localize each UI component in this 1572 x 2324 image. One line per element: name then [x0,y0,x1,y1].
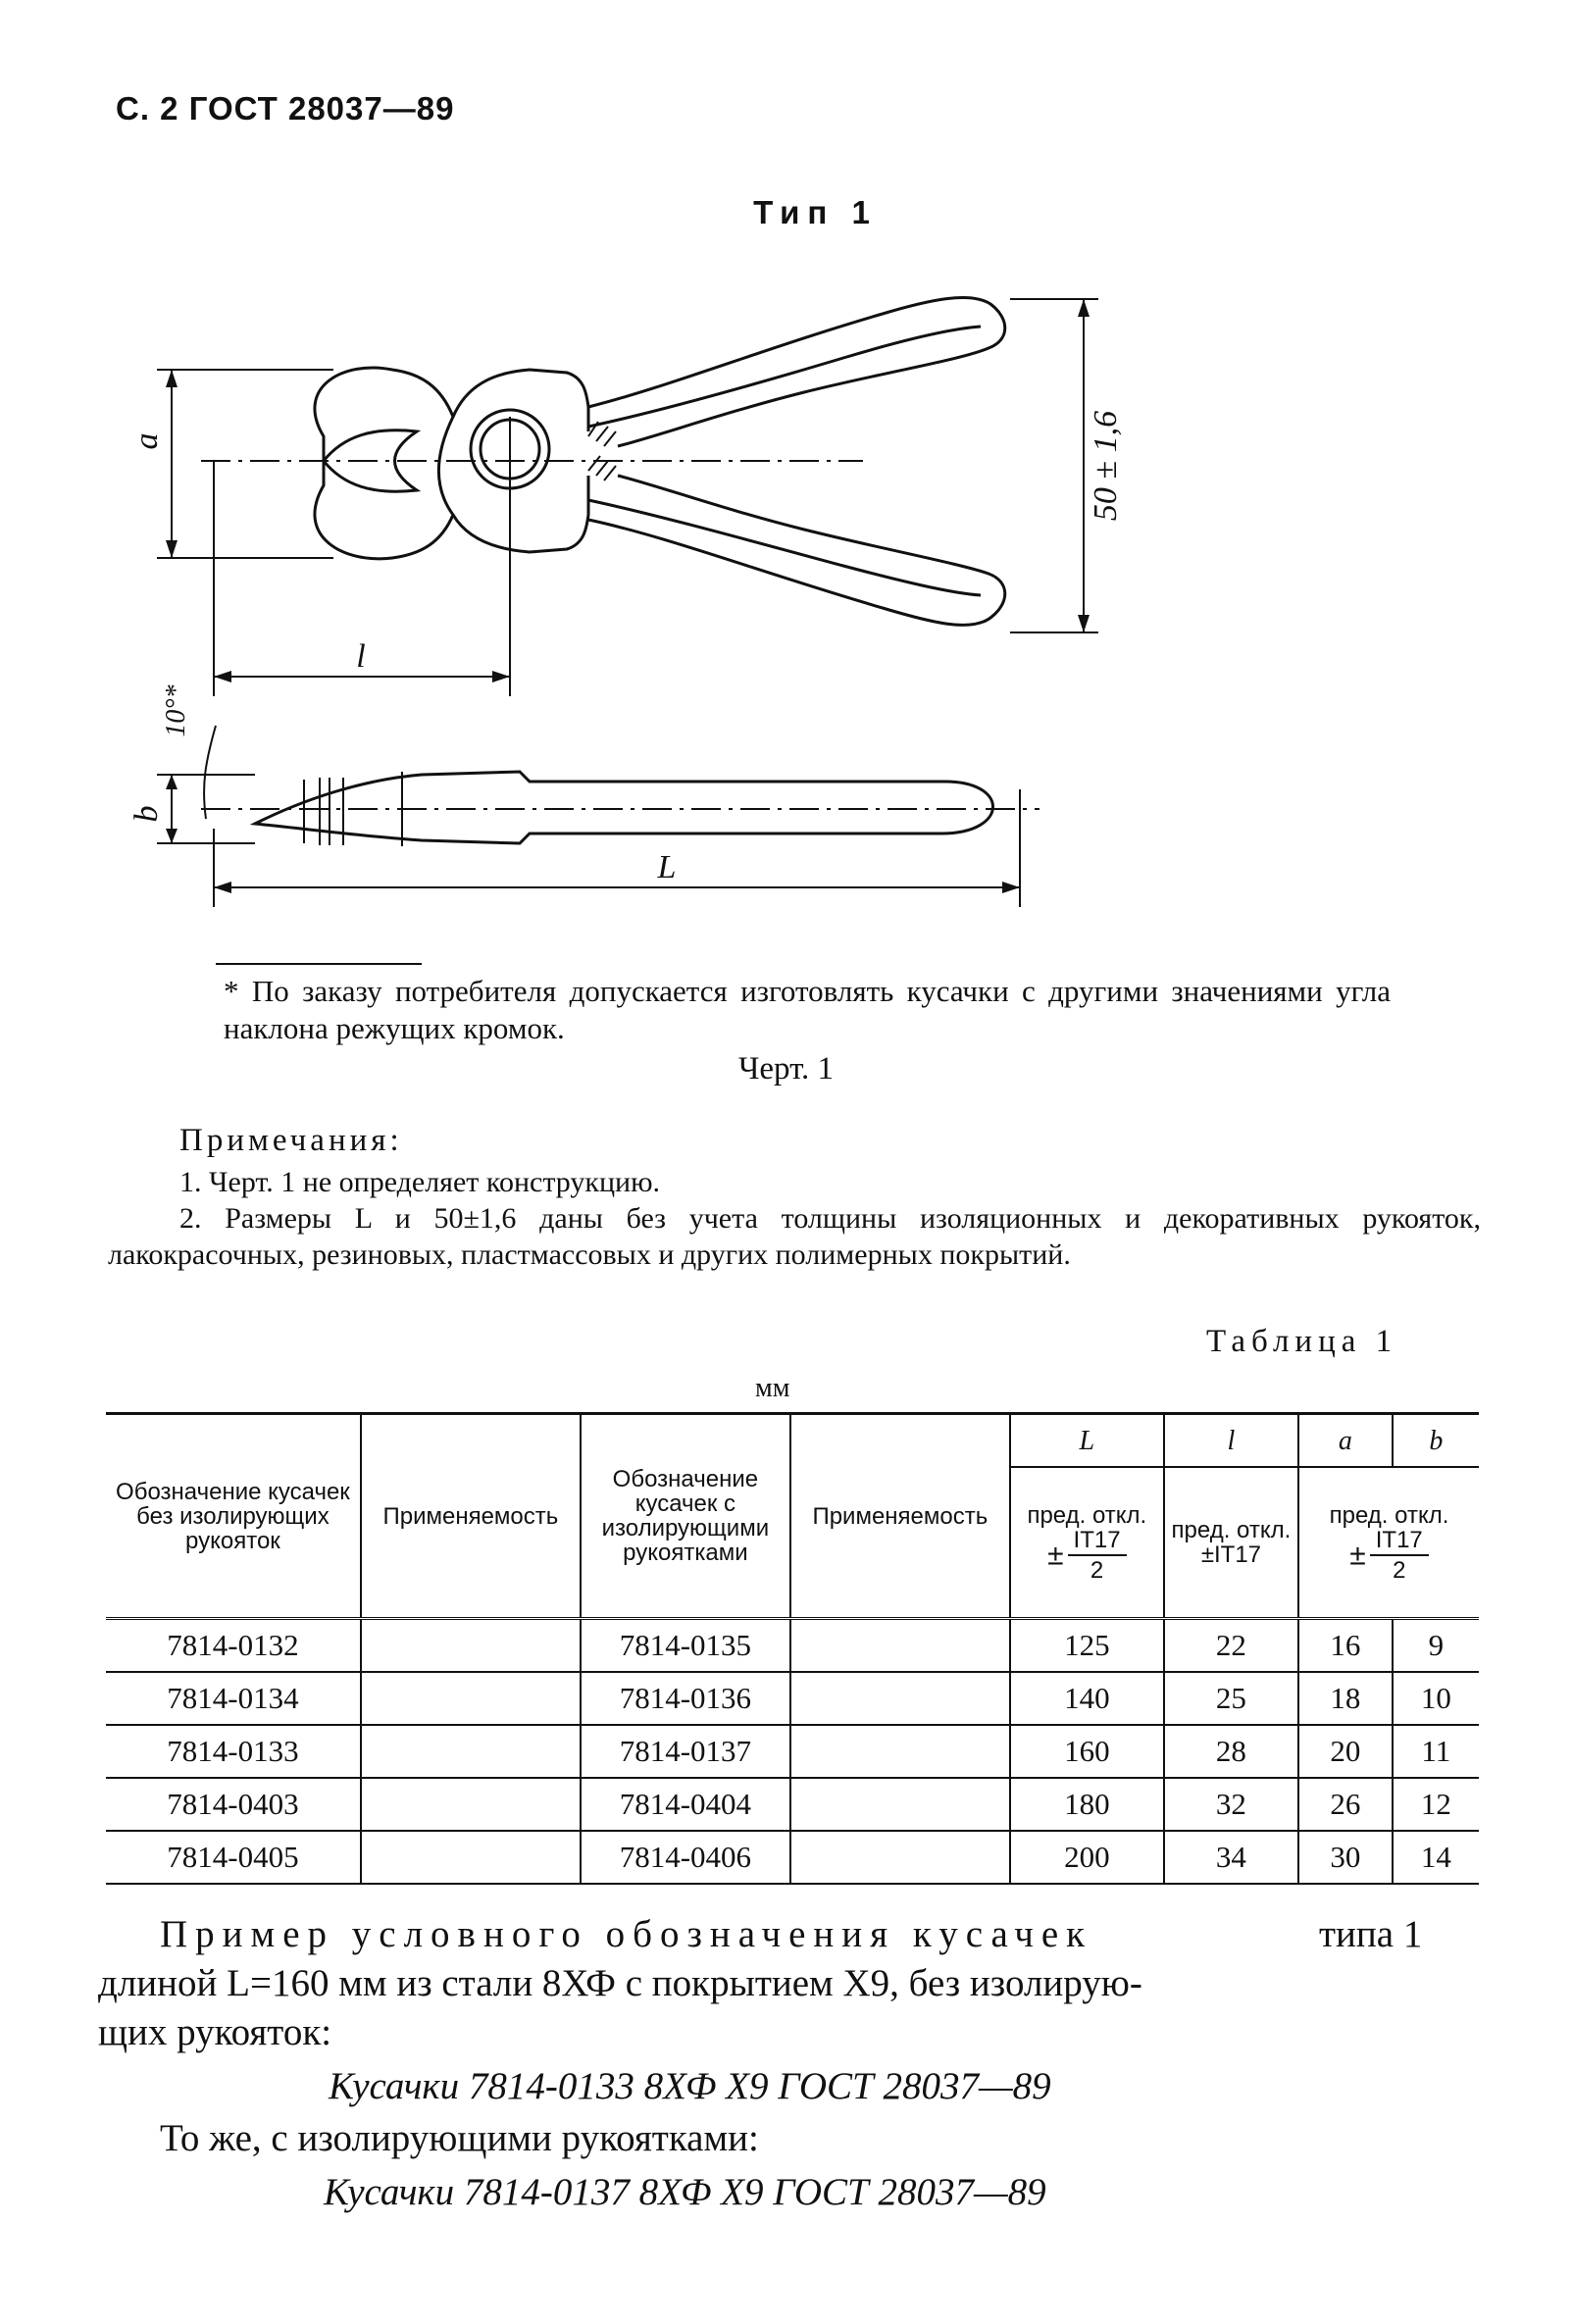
col-header-ab-tolerance [1298,1467,1479,1619]
table-cell-l: 25 [1164,1672,1298,1725]
table-cell-a: 26 [1298,1778,1393,1831]
ab-tol-den: 2 [1393,1556,1406,1584]
footnote-rule [216,963,422,965]
table-cell-l: 32 [1164,1778,1298,1831]
col-header-code-insulated: Обозначение кусачек с изолирующими рукоятками [581,1414,790,1619]
col-header-l: l [1164,1414,1298,1468]
table-body [106,1619,1479,1885]
table-cell-L: 125 [1010,1619,1164,1673]
table-cell-l: 22 [1164,1619,1298,1673]
col-header-L: L [1010,1414,1164,1468]
table-cell-b: 12 [1393,1778,1479,1831]
side-view-outline [255,772,993,843]
table-cell-code1: 7814-0132 [106,1619,361,1673]
table-cell-app1 [361,1831,581,1884]
lower-handle [588,476,1005,625]
table-cell-b: 10 [1393,1672,1479,1725]
drawing-type-title: Тип 1 [753,194,878,230]
dim-label-L: L [657,849,677,885]
table-row [106,1619,1479,1673]
table-cell-app1 [361,1672,581,1725]
page-header: С. 2 ГОСТ 28037—89 [116,90,455,126]
table-cell-app1 [361,1778,581,1831]
table-cell-code2: 7814-0137 [581,1725,790,1778]
table-cell-app2 [790,1672,1010,1725]
table-cell-a: 18 [1298,1672,1393,1725]
table-cell-app2 [790,1831,1010,1884]
example-line-5: То же, с изолирующими рукоятками: [160,2117,759,2159]
L-tol-num: IT17 [1068,1528,1127,1556]
example-line-2: длиной L=160 мм из стали 8ХФ с покрытием Х9, без изолирую- [98,1962,1142,2004]
dim-label-a: a [128,432,165,450]
table-cell-L: 180 [1010,1778,1164,1831]
note-2: 2. Размеры L и 50±1,6 даны без учета толщины изоляционных и декоративных рукояток, лакокрасочных, резиновых, пластмассовых и других полимерных покрытий. [108,1202,1481,1271]
col-header-applicability-2: Применяемость [790,1414,1010,1619]
L-tol-den: 2 [1090,1556,1104,1584]
dim-label-l: l [356,638,366,675]
ab-tol-label: пред. откл. [1329,1501,1449,1529]
table-cell-code1: 7814-0403 [106,1778,361,1831]
table-cell-a: 16 [1298,1619,1393,1673]
table-row [106,1831,1479,1884]
example-designation-2: Кусачки 7814-0137 8ХФ Х9 ГОСТ 28037—89 [324,2171,1046,2213]
col-header-L-tolerance [1010,1467,1164,1619]
footnote: * По заказу потребителя допускается изготовлять кусачки с другими значениями угла наклона режущих кромок. [224,974,1391,1045]
ab-tol-num: IT17 [1370,1528,1429,1556]
L-tol-pm: ± [1047,1539,1064,1571]
notes-title: Примечания: [179,1123,403,1158]
table-cell-code1: 7814-0134 [106,1672,361,1725]
note-1: 1. Черт. 1 не определяет конструкцию. [179,1166,660,1198]
jaw-outline [315,368,453,559]
table-cell-a: 20 [1298,1725,1393,1778]
table-unit: мм [755,1373,790,1403]
col-header-b: b [1393,1414,1479,1468]
dim-label-b: b [128,805,165,823]
table-cell-l: 34 [1164,1831,1298,1884]
table-cell-code2: 7814-0135 [581,1619,790,1673]
table-row [106,1725,1479,1778]
table-cell-b: 9 [1393,1619,1479,1673]
table-cell-code2: 7814-0404 [581,1778,790,1831]
col-header-applicability-1: Применяемость [361,1414,581,1619]
figure-caption: Черт. 1 [737,1051,835,1086]
example-designation-1: Кусачки 7814-0133 8ХФ Х9 ГОСТ 28037—89 [329,2065,1051,2107]
pliers-drawing [128,279,1373,946]
table-cell-app2 [790,1619,1010,1673]
table-cell-l: 28 [1164,1725,1298,1778]
table-row [106,1778,1479,1831]
table-row [106,1672,1479,1725]
example-line-1a: Пример условного обозначения кусачек [160,1913,1093,1955]
table-cell-app2 [790,1778,1010,1831]
table-cell-app2 [790,1725,1010,1778]
example-line-1b: типа 1 [1319,1913,1423,1955]
table-cell-code2: 7814-0136 [581,1672,790,1725]
L-tol-label: пред. откл. [1027,1501,1147,1529]
table-cell-L: 140 [1010,1672,1164,1725]
col-header-l-tolerance: пред. откл. ±IT17 [1164,1467,1298,1619]
col-header-a: a [1298,1414,1393,1468]
table-cell-code1: 7814-0405 [106,1831,361,1884]
dimensions-table [106,1412,1479,1885]
table-cell-app1 [361,1725,581,1778]
dim-label-angle: 10°* [161,684,191,737]
handle-hatching [588,422,616,480]
dim-label-height: 50 ± 1,6 [1088,410,1124,522]
example-line-3: щих рукояток: [98,2011,332,2053]
table-title: Таблица 1 [1206,1324,1398,1359]
table-cell-L: 200 [1010,1831,1164,1884]
table-cell-code1: 7814-0133 [106,1725,361,1778]
table-cell-b: 11 [1393,1725,1479,1778]
table-cell-L: 160 [1010,1725,1164,1778]
table-cell-code2: 7814-0406 [581,1831,790,1884]
table-cell-app1 [361,1619,581,1673]
table-cell-b: 14 [1393,1831,1479,1884]
ab-tol-pm: ± [1349,1539,1366,1571]
table-cell-a: 30 [1298,1831,1393,1884]
col-header-code-plain: Обозначение кусачек без изолирующих рукояток [106,1414,361,1619]
